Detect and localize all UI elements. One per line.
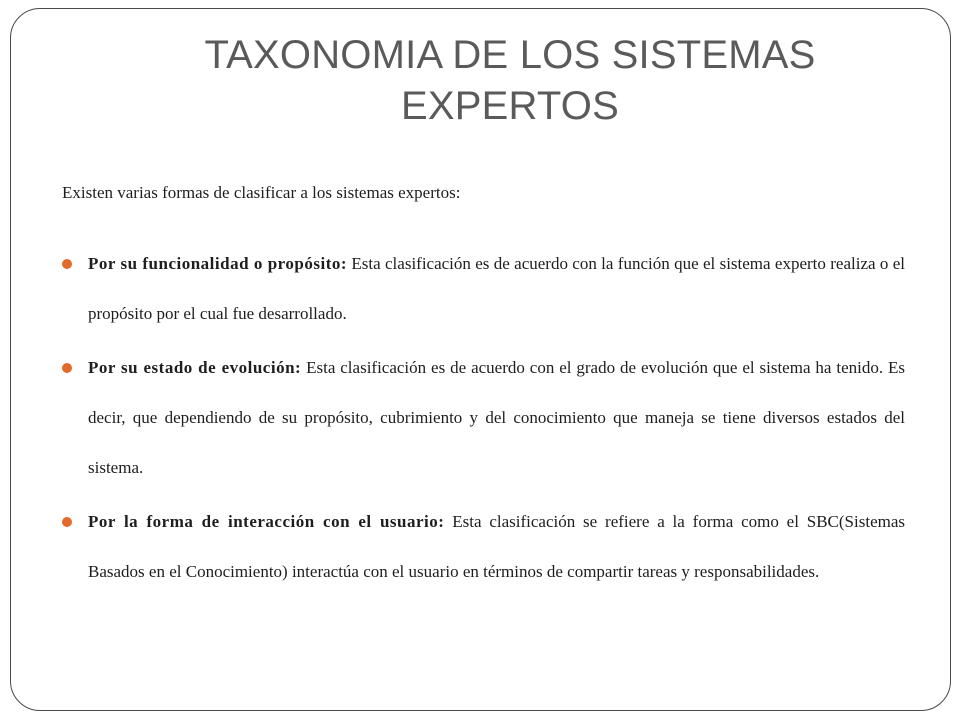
bullet-heading: Por su estado de evolución: [88, 358, 302, 377]
bullet-item-functionality [62, 239, 905, 339]
bullet-dot-icon [62, 363, 72, 373]
bullet-body: Esta clasificación se refiere a la forma como el SBC(Sistemas Basados en el Conocimiento) interactúa con el usuario en términos de compartir tareas y responsabilidades. [88, 512, 905, 581]
bullet-body: Esta clasificación es de acuerdo con la función que el sistema experto realiza o el propósito por el cual fue desarrollado. [88, 254, 905, 323]
bullet-heading: Por su funcionalidad o propósito: [88, 254, 348, 273]
bullet-dot-icon [62, 259, 72, 269]
intro-text: Existen varias formas de clasificar a los sistemas expertos: [62, 183, 461, 202]
bullet-item-interaction [62, 497, 905, 597]
bullet-dot-icon [62, 517, 72, 527]
bullet-list [62, 239, 905, 601]
bullet-item-evolution [62, 343, 905, 493]
bullet-body: Esta clasificación es de acuerdo con el grado de evolución que el sistema ha tenido. Es decir, que dependiendo de su propósito, cubrimiento y del conocimiento que maneja se tiene diversos estados del sistema. [88, 358, 905, 477]
slide-title-line-2: EXPERTOS [401, 84, 619, 128]
bullet-heading: Por la forma de interacción con el usuario: [88, 512, 445, 531]
slide-title-line-1: TAXONOMIA DE LOS SISTEMAS [204, 33, 816, 77]
slide-title [110, 30, 910, 132]
